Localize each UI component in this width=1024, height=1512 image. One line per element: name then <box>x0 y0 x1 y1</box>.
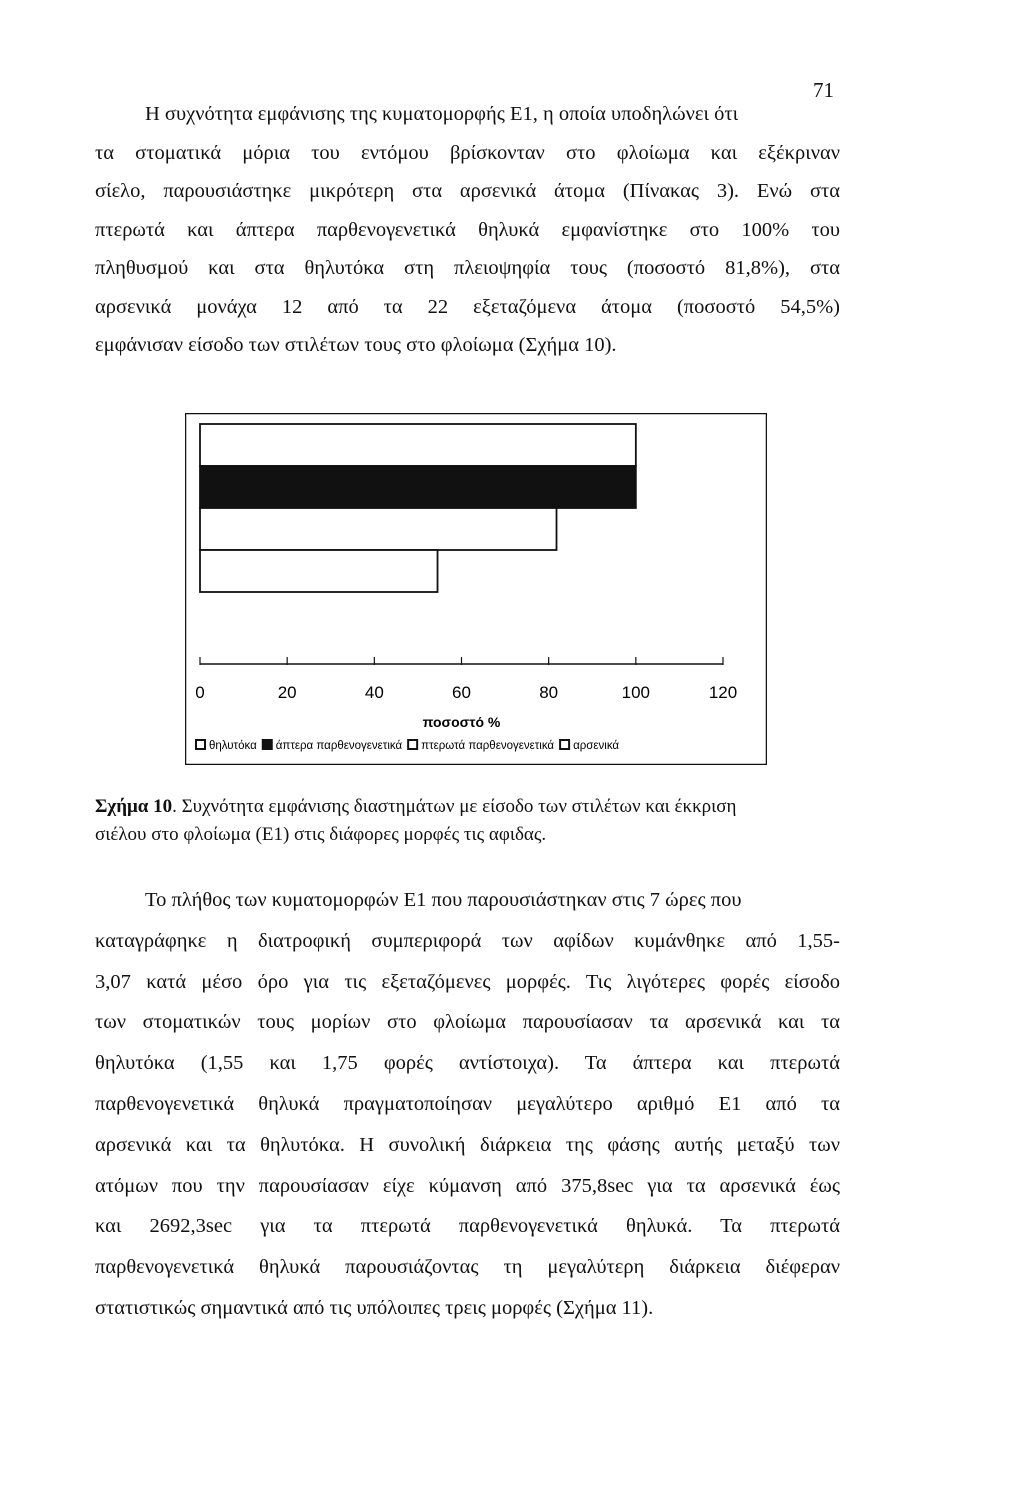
x-tick-label: 100 <box>621 683 651 702</box>
x-tick-label: 120 <box>708 683 738 702</box>
text-line: παρθενογενετικά θηλυκά παρουσιάζοντας τη μεγαλύτερη διάρκεια διέφεραν <box>95 1256 840 1279</box>
legend-label: θηλυτόκα <box>209 740 257 752</box>
text-line: τα στοματικά μόρια του εντόμου βρίσκονταν στο φλοίωμα και εξέκριναν <box>95 141 840 164</box>
text-line: και 2692,3sec για τα πτερωτά παρθενογενετικά θηλυκά. Τα πτερωτά <box>95 1215 840 1238</box>
bars-group <box>200 424 636 592</box>
x-tick-label: 40 <box>364 683 384 702</box>
caption-line: σιέλου στο φλοίωμα (Ε1) στις διάφορες μορφές τις αφιδας. <box>95 824 547 845</box>
text-line: αρσενικά και τα θηλυτόκα. Η συνολική διάρκεια της φάσης αυτής μεταξύ των <box>95 1133 840 1156</box>
legend-label: αρσενικά <box>573 740 620 752</box>
legend <box>196 740 619 752</box>
legend-swatch <box>408 740 417 749</box>
x-tick-label: 0 <box>195 683 205 702</box>
bar-2 <box>200 466 636 508</box>
bar-chart <box>185 413 767 765</box>
text-line: σίελο, παρουσιάστηκε μικρότερη στα αρσενικά άτομα (Πίνακας 3). Ενώ στα <box>95 180 840 202</box>
text-line: των στοματικών τους μορίων στο φλοίωμα παρουσίασαν τα αρσενικά και τα <box>95 1011 840 1034</box>
x-tick-label: 80 <box>539 683 559 702</box>
legend-label: άπτερα παρθενογενετικά <box>275 740 403 752</box>
page-number: 71 <box>813 78 834 102</box>
legend-swatch <box>196 740 205 749</box>
text-line: 3,07 κατά μέσο όρο για τις εξεταζόμενες μορφές. Τις λιγότερες φορές είσοδο <box>95 970 840 993</box>
text-line: Η συχνότητα εμφάνισης της κυματομορφής Ε1, η οποία υποδηλώνει ότι <box>145 103 739 125</box>
x-axis-title: ποσοστό % <box>422 714 501 730</box>
caption-label: Σχήμα 10 <box>95 796 173 817</box>
legend-swatch <box>560 740 569 749</box>
text-line: στατιστικώς σημαντικά από τις υπόλοιπες τρεις μορφές (Σχήμα 11). <box>95 1296 654 1319</box>
text-line: πληθυσμού και στα θηλυτόκα στη πλειοψηφία τους (ποσοστό 81,8%), στα <box>95 257 840 279</box>
x-tick-label: 60 <box>452 683 471 702</box>
text-line: θηλυτόκα (1,55 και 1,75 φορές αντίστοιχα). Τα άπτερα και πτερωτά <box>95 1052 840 1075</box>
bar-3 <box>200 508 557 550</box>
bar-4 <box>200 550 438 592</box>
caption-text: . Συχνότητα εμφάνισης διαστημάτων με είσοδο των στιλέτων και έκκριση <box>172 796 737 817</box>
caption-line <box>95 793 840 821</box>
x-tick-label: 20 <box>277 683 297 702</box>
text-line: αρσενικά μονάχα 12 από τα 22 εξεταζόμενα άτομα (ποσοστό 54,5%) <box>95 295 840 318</box>
text-line: καταγράφηκε η διατροφική συμπεριφορά των αφίδων κυμάνθηκε από 1,55- <box>95 929 840 952</box>
legend-swatch <box>263 740 272 749</box>
bar-1 <box>200 424 636 466</box>
figure-caption <box>95 793 840 849</box>
paragraph-2 <box>95 880 840 1329</box>
text-line: πτερωτά και άπτερα παρθενογενετικά θηλυκά εμφανίστηκε στο 100% του <box>95 218 840 241</box>
paragraph-1 <box>95 95 840 365</box>
text-line: εμφάνισαν είσοδο των στιλέτων τους στο φλοίωμα (Σχήμα 10). <box>95 334 617 356</box>
text-line: Το πλήθος των κυματομορφών Ε1 που παρουσιάστηκαν στις 7 ώρες που <box>145 889 742 911</box>
text-line: παρθενογενετικά θηλυκά πραγματοποίησαν μεγαλύτερο αριθμό Ε1 από τα <box>95 1092 840 1115</box>
legend-label: πτερωτά παρθενογενετικά <box>421 740 555 752</box>
text-line: ατόμων που την παρουσίασαν είχε κύμανση από 375,8sec για τα αρσενικά έως <box>95 1174 840 1197</box>
